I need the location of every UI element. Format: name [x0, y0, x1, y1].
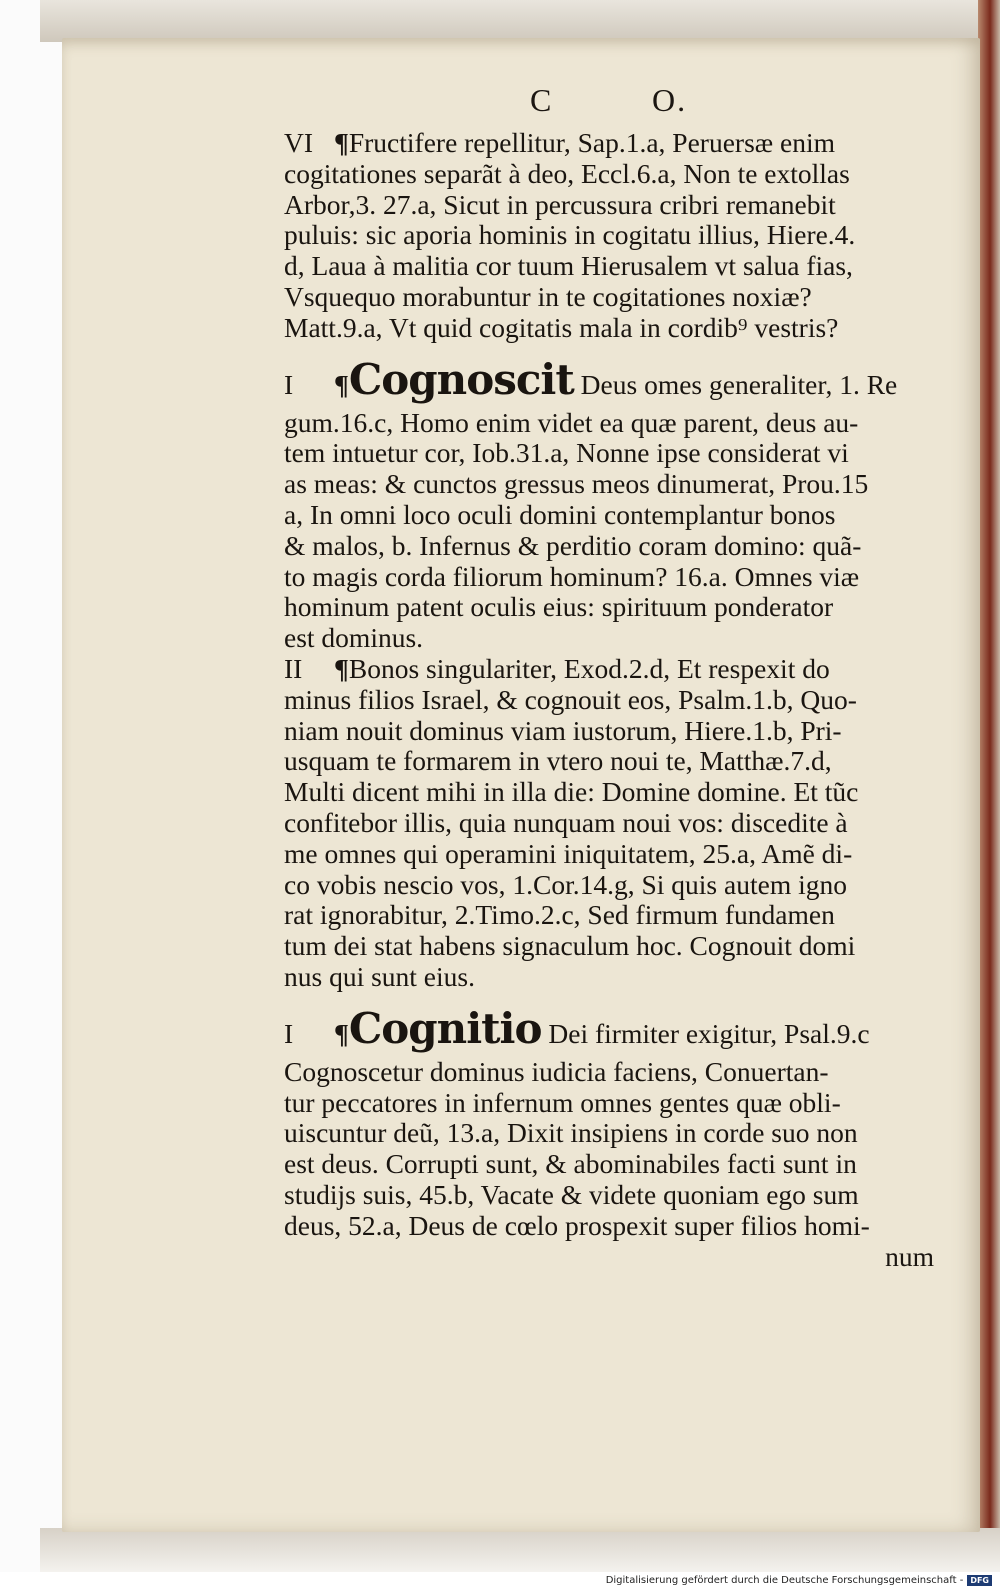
line-text: confitebor illis, quia nunquam noui vos: discedite à [284, 807, 848, 838]
text-line [284, 716, 934, 747]
page-text [284, 128, 934, 1272]
text-line [284, 1242, 934, 1273]
line-text: Vsquequo morabuntur in te cogitationes noxiæ? [284, 281, 812, 312]
running-header [500, 82, 720, 126]
pilcrow-mark: ¶ [334, 368, 349, 400]
entry-number: I [284, 368, 294, 400]
text-line [284, 500, 934, 531]
line-text: puluis: sic aporia hominis in cogitatu illius, Hiere.4. [284, 220, 856, 251]
line-text: & malos, b. Infernus & perditio coram domino: quã- [284, 530, 862, 561]
line-text: est dominus. [284, 623, 424, 654]
line-text: Cognoscetur dominus iudicia faciens, Conuertan- [284, 1056, 829, 1087]
line-text: uiscuntur deũ, 13.a, Dixit insipiens in corde suo non [284, 1118, 858, 1149]
text-line [284, 408, 934, 439]
text-line [284, 282, 934, 313]
text-line [284, 623, 934, 654]
entry-keyword: Cognoscit [348, 354, 574, 404]
line-text: deus, 52.a, Deus de cœlo prospexit super filios homi- [284, 1210, 870, 1241]
line-text: as meas: & cunctos gressus meos dinumerat, Prou.15 [284, 469, 869, 500]
text-line [284, 870, 934, 901]
line-text: Multi dicent mihi in illa die: Domine domine. Et tũc [284, 777, 859, 808]
text-line [284, 931, 934, 962]
line-text: co vobis nescio vos, 1.Cor.14.g, Si quis autem igno [284, 869, 847, 900]
entry-number: VI [284, 128, 314, 158]
text-line [284, 562, 934, 593]
pilcrow-mark: ¶ [334, 1017, 349, 1049]
text-line [284, 592, 934, 623]
text-line [284, 1057, 934, 1088]
book-edge-top [40, 0, 1000, 42]
line-text: tur peccatores in infernum omnes gentes quæ obli- [284, 1087, 841, 1118]
line-text: usquam te formarem in vtero noui te, Matthæ.7.d, [284, 746, 832, 777]
text-line [284, 438, 934, 469]
line-text: Arbor,3. 27.a, Sicut in percussura cribri remanebit [284, 189, 836, 220]
line-text: a, In omni loco oculi domini contemplantur bonos [284, 499, 836, 530]
footer-credit [606, 1574, 992, 1588]
text-line [284, 1088, 934, 1119]
header-letter-left: C [530, 82, 554, 118]
text-line [284, 531, 934, 562]
text-line [284, 1149, 934, 1180]
line-text: tem intuetur cor, Iob.31.a, Nonne ipse considerat vi [284, 438, 849, 469]
text-line [284, 251, 934, 282]
text-line [284, 808, 934, 839]
pilcrow-mark: ¶ [334, 653, 349, 684]
text-line [284, 352, 934, 408]
text-line [284, 685, 934, 716]
text-line [284, 1180, 934, 1211]
pilcrow-mark: ¶ [334, 128, 349, 158]
text-line [284, 190, 934, 221]
text-line [284, 777, 934, 808]
line-text: Bonos singulariter, Exod.2.d, Et respexit do [348, 653, 830, 684]
line-text: est deus. Corrupti sunt, & abominabiles facti sunt in [284, 1149, 857, 1180]
text-line [284, 654, 934, 685]
line-text: me omnes qui operamini iniquitatem, 25.a, Amẽ di- [284, 838, 853, 869]
entry-keyword: Cognitio [348, 1003, 542, 1053]
line-text: tum dei stat habens signaculum hoc. Cognouit domi [284, 931, 856, 962]
line-text: hominum patent oculis eius: spirituum ponderator [284, 592, 834, 623]
footer-credit-text: Digitalisierung gefördert durch die Deutsche Forschungsgemeinschaft - [605, 1575, 964, 1586]
line-text: Fructifere repellitur, Sap.1.a, Peruersæ enim [348, 128, 835, 158]
line-text: rat ignorabitur, 2.Timo.2.c, Sed firmum fundamen [284, 900, 835, 931]
line-text: Matt.9.a, Vt quid cogitatis mala in cordib⁹ vestris? [284, 312, 839, 343]
line-text: cogitationes separãt à deo, Eccl.6.a, Non te extollas [284, 158, 850, 189]
text-line [284, 962, 934, 993]
text-line [284, 128, 934, 159]
line-text: Deus omes generaliter, 1. Re [580, 368, 898, 400]
line-text: to magis corda filiorum hominum? 16.a. Omnes viæ [284, 561, 860, 592]
text-line [284, 220, 934, 251]
line-text: gum.16.c, Homo enim videt ea quæ parent, deus au- [284, 407, 859, 438]
text-line [284, 900, 934, 931]
text-line [284, 746, 934, 777]
line-text: num [885, 1241, 934, 1272]
line-text: studijs suis, 45.b, Vacate & videte quoniam ego sum [284, 1179, 859, 1210]
text-line [284, 1211, 934, 1242]
text-line [284, 313, 934, 344]
text-line [284, 469, 934, 500]
entry-number: I [284, 1017, 294, 1049]
line-text: minus filios Israel, & cognouit eos, Psalm.1.b, Quo- [284, 684, 857, 715]
line-text: nus qui sunt eius. [284, 961, 475, 992]
book-edge-bottom [40, 1528, 1000, 1572]
text-line [284, 1118, 934, 1149]
entry-number: II [284, 653, 303, 684]
line-text: d, Laua à malitia cor tuum Hierusalem vt salua fias, [284, 251, 853, 282]
book-edge-right [978, 0, 1000, 1572]
text-line [284, 159, 934, 190]
line-text: Dei firmiter exigitur, Psal.9.c [548, 1017, 870, 1049]
header-letter-right: O. [652, 82, 688, 118]
dfg-logo: DFG [967, 1575, 992, 1586]
line-text: niam nouit dominus viam iustorum, Hiere.1.b, Pri- [284, 715, 842, 746]
text-line [284, 1001, 934, 1057]
text-line [284, 839, 934, 870]
